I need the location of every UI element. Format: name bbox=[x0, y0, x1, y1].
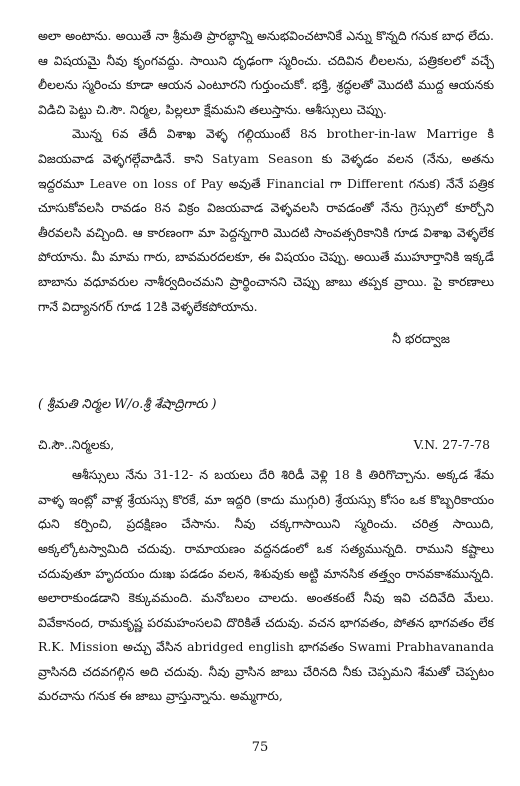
paragraph-continuation: అలా అంటాను. అయితే నా శ్రీమతి ప్రారబ్ధాన్ని అనుభవించటానికే ఎన్ను కొన్నది గనుక బాధ లేదు. ఆ విషయమై నీవు కృంగవద్దు. సాయిని దృఢంగా స్మరించు. చదివిన లీలలను, పత్రికలలో వచ్చే లీలలను స్మరించు కూడా ఆయన ఎంటూరని గుర్తుంచుకో. భక్తి, శ్రద్ధలతో మొదటి ముద్ద ఆయనకు విడిచి పెట్టు చి.సౌ. నిర్మల, పిల్లలూ క్షేమమని తలుస్తాను. ఆశీస్సులు చెప్పు. bbox=[38, 28, 494, 117]
paragraph-travel-note: మొన్న 6వ తేదీ విశాఖ వెళ్ళ గల్గియుంటే 8న brother-in-law Marrige కి విజయవాడ వెళ్ళగల్గేవాడినే. కాని Satyam Season కు వెళ్ళడం వలన (నేను, అతను ఇద్దరమూ Leave on loss of Pay అవుతే Financial గా Different గనుక) నేనే పత్రిక చూసుకోవలసి రావడం 8న విక్రం విజయవాడ వెళ్ళవలసి రావడంతో నేను గ్రెస్సులో కూర్చోని తీరవలసి వచ్చింది. ఆ కారణంగా మా పెద్దన్నగారి మొదటి సాంవత్సరికానికి గూడ విశాఖ వెళ్ళలేక పోయాను. మీ మామ గారు, బావమరదలకూ, ఈ విషయం చెప్పు. అయితే ముహూర్తానికి ఇక్కడే బాబాను వధూవరుల నాశీర్వదించమని ప్రార్థించానని చెప్పు జాబు తప్పక వ్రాయి. పై కారణాలు గానే విద్యానగర్ గూడ 12కి వెళ్ళలేకపోయాను. bbox=[38, 126, 494, 314]
page-number: 75 bbox=[251, 740, 269, 755]
salutation-line bbox=[38, 433, 494, 457]
letter-heading: ( శ్రీమతి నిర్మల W/o.శ్రీ శేషాద్రిగారు ) bbox=[38, 397, 217, 413]
salutation: చి.సౌ..నిర్మలకు, bbox=[38, 437, 115, 453]
paragraph-letter-body: ఆశీస్సులు నేను 31-12- న బయలు దేరి శిరిడీ వెళ్లి 18 కి తిరిగొచ్చాను. అక్కడ శేమ వాళ్ళ ఇంట్లో వాళ్ల శ్రేయస్సు కొరకే, మా ఇద్దరి (కాదు ముగ్గురి) శ్రేయస్సు కోసం ఒక కొబ్బరికాయం ధుని కర్పించి, ప్రదక్షిణం చేసాను. నీవు చక్కగాసాయిని స్మరించు. చరిత్ర సాయిది, అక్కల్కోటస్వామిది చదువు. రామాయణం వద్దనడంలో ఒక సత్యమున్నది. రాముని కష్టాలు చదువుతూ హృదయం దుఃఖ పడడం వలన, శిశువుకు అట్టి మానసిక తత్త్వం రానవకాశమున్నది. అలారాకుండడాని కెక్కువమంది. మనోబలం చాలదు. అంతకంటే నీవు ఇవి చదివేది మేలు. వివేకానంద, రామకృష్ణ పరమహంసలవి దొరికితే చదువు. వచన భాగవతం, పోతన భాగవతం లేక R.K. Mission అచ్చు వేసిన abridged english భాగవతం Swami Prabhavananda వ్రాసినది చదవగల్గిన అది చదువు. నీవు వ్రాసిన జాబు చేరినది నీకు చెప్పమని శేమతో చెప్పటం మరచాను గనుక ఈ జాబు వ్రాస్తున్నాను. అమ్మగారు, bbox=[38, 467, 494, 704]
signature: నీ భరద్వాజ bbox=[392, 331, 450, 347]
letter-date: V.N. 27-7-78 bbox=[413, 437, 490, 453]
